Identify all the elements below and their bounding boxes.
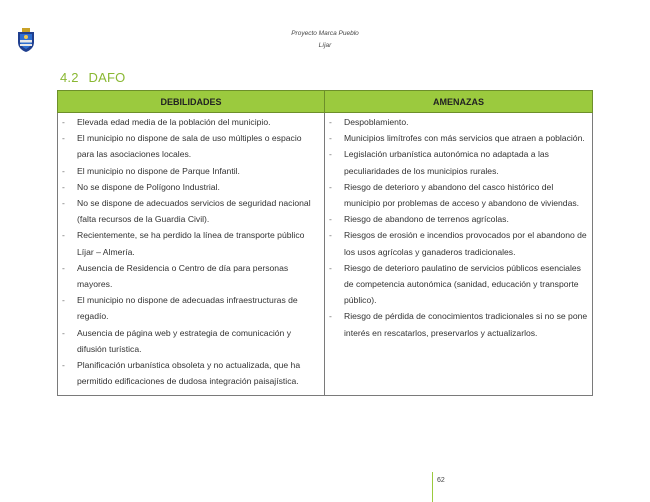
bullet-dash: - (62, 198, 65, 209)
list-item (62, 163, 320, 179)
list-item-text: Municipios limítrofes con más servicios que atraen a población. (344, 133, 585, 144)
dafo-table (57, 90, 593, 396)
list-item (62, 227, 320, 259)
list-item-text: Riesgo de deterioro paulatino de servicios públicos esenciales de competencia autonómica (sanidad, educación y transporte público). (344, 262, 581, 306)
list-item-text: Recientemente, se ha perdido la línea de transporte público Líjar – Almería. (77, 230, 305, 257)
section-title: DAFO (88, 70, 126, 85)
list-item-text: No se dispone de adecuados servicios de seguridad nacional (falta recursos de la Guardia Civil). (77, 198, 311, 225)
bullet-dash: - (329, 214, 332, 225)
table-row (58, 113, 593, 396)
list-item (62, 195, 320, 227)
list-item-text: Legislación urbanística autonómica no adaptada a las peculiaridades de los municipios rurales. (344, 149, 549, 176)
document-header-title: Proyecto Marca Pueblo (291, 30, 359, 37)
list-item (62, 179, 320, 195)
bullet-dash: - (62, 295, 65, 306)
bullet-dash: - (329, 133, 332, 144)
list-item (62, 130, 320, 162)
list-item (329, 308, 588, 340)
section-number: 4.2 (60, 70, 79, 85)
bullet-dash: - (329, 262, 332, 273)
list-item-text: El municipio no dispone de sala de uso múltiples o espacio para las asociaciones locales. (77, 133, 302, 160)
list-item-text: Planificación urbanística obsoleta y no actualizada, que ha permitido edificaciones de dudosa integración paisajística. (77, 360, 301, 387)
debilidades-list (62, 114, 320, 389)
list-item (329, 227, 588, 259)
bullet-dash: - (329, 117, 332, 127)
list-item-text: El municipio no dispone de adecuadas infraestructuras de regadío. (77, 295, 298, 322)
footer-divider (432, 472, 433, 502)
bullet-dash: - (62, 117, 65, 127)
bullet-dash: - (329, 149, 332, 160)
bullet-dash: - (62, 360, 65, 371)
list-item-text: Riesgo de deterioro y abandono del casco histórico del municipio por problemas de acceso y abandono de viviendas. (344, 181, 580, 209)
column-header-debilidades: DEBILIDADES (58, 91, 325, 113)
list-item (329, 146, 588, 178)
section-heading (60, 70, 125, 85)
column-header-amenazas: AMENAZAS (325, 91, 593, 113)
bullet-dash: - (62, 230, 65, 241)
list-item-text: Despoblamiento. (344, 117, 409, 127)
list-item-text: Riesgos de erosión e incendios provocados por el abandono de los usos agrícolas y ganaderos tradicionales. (344, 230, 587, 257)
bullet-dash: - (62, 262, 65, 273)
list-item (62, 114, 320, 130)
table-header-row (58, 91, 593, 113)
bullet-dash: - (329, 311, 332, 322)
list-item (329, 130, 588, 146)
list-item (62, 325, 320, 357)
list-item (329, 179, 588, 211)
list-item (329, 211, 588, 227)
list-item-text: Riesgo de pérdida de conocimientos tradicionales si no se pone interés en rescatarlos, preservarlos y actualizarlos. (344, 311, 588, 338)
bullet-dash: - (62, 181, 65, 192)
list-item-text: Riesgo de abandono de terrenos agrícolas. (344, 214, 509, 225)
list-item-text: Ausencia de Residencia o Centro de día para personas mayores. (77, 262, 289, 290)
list-item-text: No se dispone de Polígono Industrial. (77, 181, 220, 192)
list-item-text: Ausencia de página web y estrategia de comunicación y difusión turística. (77, 327, 292, 354)
list-item (329, 114, 588, 130)
bullet-dash: - (62, 165, 65, 176)
bullet-dash: - (62, 327, 65, 338)
bullet-dash: - (62, 133, 65, 144)
amenazas-cell (325, 113, 593, 396)
list-item-text: Elevada edad media de la población del municipio. (77, 117, 271, 127)
bullet-dash: - (329, 181, 332, 192)
page-number: 62 (437, 477, 445, 484)
list-item-text: El municipio no dispone de Parque Infantil. (77, 165, 240, 176)
list-item (62, 260, 320, 292)
bullet-dash: - (329, 230, 332, 241)
list-item (329, 260, 588, 309)
document-header-subtitle: Líjar (318, 42, 332, 49)
list-item (62, 357, 320, 389)
list-item (62, 292, 320, 324)
debilidades-cell (58, 113, 325, 396)
amenazas-list (329, 114, 588, 341)
